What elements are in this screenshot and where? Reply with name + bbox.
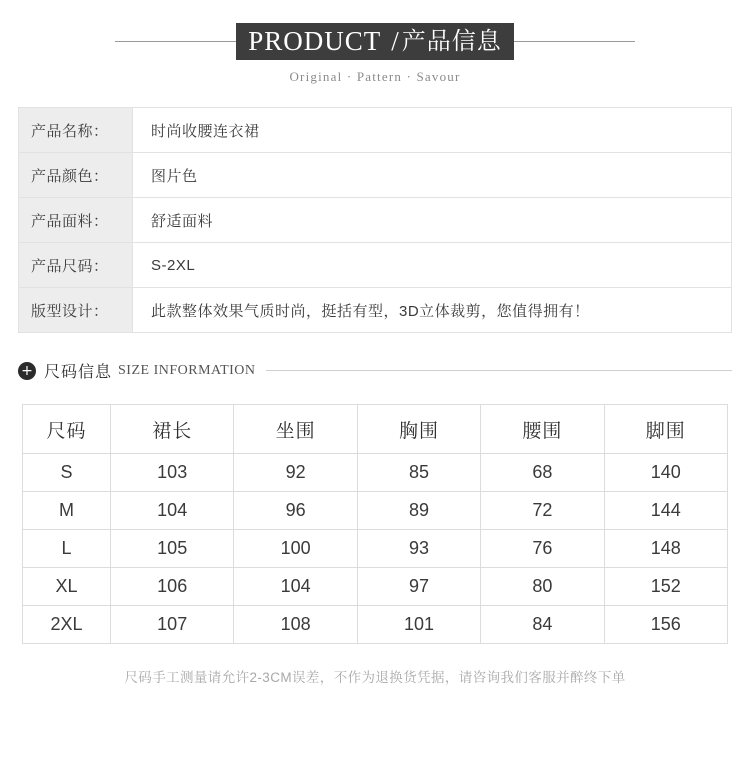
table-row bbox=[23, 530, 728, 568]
size-cell: S bbox=[23, 454, 111, 492]
size-cell: 103 bbox=[111, 454, 234, 492]
size-cell: 101 bbox=[357, 606, 480, 644]
header-rule-right bbox=[514, 41, 635, 42]
size-cell: 92 bbox=[234, 454, 357, 492]
size-cell: 93 bbox=[357, 530, 480, 568]
size-cell: 105 bbox=[111, 530, 234, 568]
size-cell: 2XL bbox=[23, 606, 111, 644]
size-table-wrap bbox=[22, 404, 728, 686]
size-table-header-cell: 尺码 bbox=[23, 405, 111, 454]
size-cell: 104 bbox=[111, 492, 234, 530]
header-rule-left bbox=[115, 41, 236, 42]
size-cell: 76 bbox=[481, 530, 604, 568]
info-value: 此款整体效果气质时尚，挺括有型，3D立体裁剪，您值得拥有！ bbox=[151, 302, 590, 320]
table-row bbox=[23, 454, 728, 492]
size-cell: 144 bbox=[604, 492, 727, 530]
info-label: 产品尺码： bbox=[19, 243, 133, 287]
header-subtitle: Original · Pattern · Savour bbox=[289, 69, 461, 84]
size-table-header-row bbox=[23, 405, 728, 454]
size-cell: 106 bbox=[111, 568, 234, 606]
size-table-header-cell: 裙长 bbox=[111, 405, 234, 454]
size-cell: 80 bbox=[481, 568, 604, 606]
size-heading-cn: 尺码信息 bbox=[44, 364, 113, 381]
table-row bbox=[23, 568, 728, 606]
header-title-block bbox=[236, 23, 514, 60]
product-info-table bbox=[18, 107, 732, 333]
size-table-header-cell: 腰围 bbox=[481, 405, 604, 454]
size-cell: 108 bbox=[234, 606, 357, 644]
size-cell: 89 bbox=[357, 492, 480, 530]
info-value: S-2XL bbox=[151, 256, 196, 274]
size-table-header-cell: 坐围 bbox=[234, 405, 357, 454]
info-label: 产品名称： bbox=[19, 108, 133, 152]
table-row bbox=[19, 288, 731, 333]
size-heading-rule bbox=[266, 370, 732, 371]
info-value: 图片色 bbox=[151, 167, 198, 185]
size-heading-en: SIZE INFORMATION bbox=[118, 362, 256, 378]
product-header bbox=[0, 0, 750, 85]
size-cell: 72 bbox=[481, 492, 604, 530]
size-cell: 96 bbox=[234, 492, 357, 530]
size-table-header-cell: 胸围 bbox=[357, 405, 480, 454]
size-cell: 68 bbox=[481, 454, 604, 492]
plus-circle-icon: + bbox=[18, 362, 36, 380]
size-cell: 140 bbox=[604, 454, 727, 492]
size-cell: 156 bbox=[604, 606, 727, 644]
size-cell: 97 bbox=[357, 568, 480, 606]
table-row bbox=[19, 243, 731, 288]
size-cell: M bbox=[23, 492, 111, 530]
info-label: 产品颜色： bbox=[19, 153, 133, 197]
size-cell: 104 bbox=[234, 568, 357, 606]
header-title-slash: / bbox=[391, 23, 400, 60]
info-label: 产品面料： bbox=[19, 198, 133, 242]
table-row bbox=[19, 198, 731, 243]
info-value: 舒适面料 bbox=[151, 212, 214, 230]
size-cell: 107 bbox=[111, 606, 234, 644]
header-title-en: PRODUCT bbox=[236, 23, 391, 60]
header-title-cn: 产品信息 bbox=[400, 23, 514, 60]
info-value: 时尚收腰连衣裙 bbox=[151, 122, 260, 140]
size-cell: XL bbox=[23, 568, 111, 606]
table-row bbox=[19, 108, 731, 153]
size-cell: 152 bbox=[604, 568, 727, 606]
size-information-heading bbox=[18, 359, 732, 382]
size-table-header-cell: 脚围 bbox=[604, 405, 727, 454]
size-table bbox=[22, 404, 728, 644]
size-cell: 85 bbox=[357, 454, 480, 492]
table-row bbox=[19, 153, 731, 198]
size-cell: 148 bbox=[604, 530, 727, 568]
size-cell: 84 bbox=[481, 606, 604, 644]
table-row bbox=[23, 606, 728, 644]
size-cell: L bbox=[23, 530, 111, 568]
table-row bbox=[23, 492, 728, 530]
measurement-note: 尺码手工测量请允许2-3CM误差，不作为退换货凭据，请咨询我们客服并醉终下单 bbox=[124, 670, 626, 685]
header-inner bbox=[115, 22, 635, 85]
info-label: 版型设计： bbox=[19, 288, 133, 332]
size-cell: 100 bbox=[234, 530, 357, 568]
header-title-row bbox=[115, 22, 635, 60]
